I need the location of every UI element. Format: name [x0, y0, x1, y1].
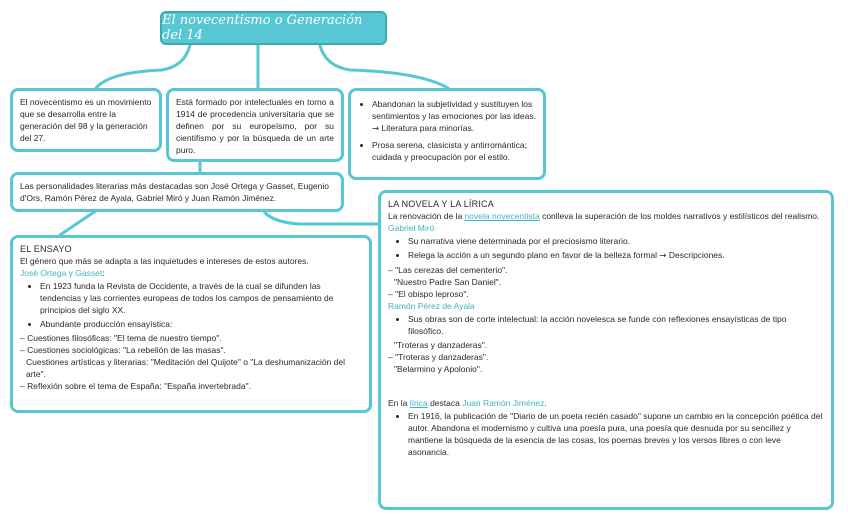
list-item: • Sus obras son de corte intelectual: la acción novelesca se funde con reflexiones ensayísticas de tipo filosófico.: [408, 313, 824, 337]
work-line: "Belarmino y Apolonio".: [394, 364, 483, 374]
list-item: • En 1916, la publicación de "Diario de un poeta recién casado" supone un cambio en la concepción poética del autor. Abandona el modernismo y cultiva una poesía pura, una poesía que desnuda por su sencillez y mantiene la búsqueda de la esencia de las cosas, los poemas breves y los versos libres o con leve asonancia.: [408, 410, 824, 458]
novela-novecentista-term: novela novecentista: [464, 211, 540, 221]
section-heading: EL ENSAYO: [20, 244, 72, 254]
list-item: • Su narrativa viene determinada por el preciosismo literario.: [408, 235, 824, 247]
concept-map-title: El novecentismo o Generación del 14: [160, 11, 387, 45]
work-line: – Reflexión sobre el tema de España: "España invertebrada".: [20, 381, 251, 391]
work-line: – "Las cerezas del cementerio".: [388, 265, 508, 275]
style-list: [358, 98, 536, 163]
author-name: Juan Ramón Jiménez: [462, 398, 545, 408]
ayala-list: [388, 313, 824, 337]
work-line: "Troteras y danzaderas".: [394, 340, 488, 350]
work-line: "Nuestro Padre San Daniel".: [394, 277, 502, 287]
section-heading: LA NOVELA Y LA LÍRICA: [388, 199, 494, 209]
work-line: Cuestiones artísticas y literarias: "Meditación del Quijote" o "La deshumanización del arte".: [26, 357, 345, 379]
author-name: José Ortega y Gasset:: [20, 268, 105, 278]
list-item: • Abundante producción ensayística:: [40, 318, 362, 330]
work-line: – Cuestiones filosóficas: "El tema de nuestro tiempo".: [20, 333, 222, 343]
miro-list: [388, 235, 824, 262]
work-line: – Cuestiones sociológicas: "La rebelión de las masas".: [20, 345, 226, 355]
list-item: • Relega la acción a un segundo plano en favor de la belleza formal → Descripciones.: [408, 249, 824, 262]
ensayo-list: [20, 280, 362, 330]
style-box: [348, 88, 546, 180]
novela-lirica-box: LA NOVELA Y LA LÍRICA La renovación de la novela novecentista conlleva la superación de los moldes narrativos y estilísticos del realismo. Gabriel Miró • Su narrativa viene determinada por el preciosismo literario. • Relega la acción a un segundo plano en favor de la belleza formal → Descripciones. – "Las cerezas del cementerio". "Nuestro Padre San Daniel". – "El obispo leproso". Ramón Pérez de Ayala • Sus obras son de corte intelectual: la acción novelesca se funde con reflexiones ensayísticas de tipo filosófico. "Troteras y danzaderas". – "Troteras y danzaderas". "Belarmino y Apolonio". En la lírica destaca Juan Ramón Jiménez. • En 1916, la publicación de "Diario de un poeta recién casado" supone un cambio en la concepción poética del autor. Abandona el modernismo y cultiva una poesía pura, una poesía que desnuda por su sencillez y mantiene la búsqueda de la esencia de las cosas, los poemas breves y los versos libres o con leve asonancia.: [378, 190, 834, 510]
definition-box: El novecentismo es un movimiento que se desarrolla entre la generación del 98 y la generación del 27.: [10, 88, 162, 152]
author-name: Ramón Pérez de Ayala: [388, 301, 475, 311]
list-item: • Prosa serena, clasicista y antirromántica; cuidada y preocupación por el estilo.: [372, 139, 536, 163]
list-item: • Abandonan la subjetividad y sustituyen los sentimientos y las emociones por las ideas. → Literatura para minorías.: [372, 98, 536, 135]
ensayo-box: EL ENSAYO El género que más se adapta a las inquietudes e intereses de estos autores. José Ortega y Gasset: • En 1923 funda la Revista de Occidente, a través de la cual se difunden las tendencias y las corrientes europeas de todos los campos de pensamiento de principios del siglo XX. • Abundante producción ensayística: – Cuestiones filosóficas: "El tema de nuestro tiempo". – Cuestiones sociológicas: "La rebelión de las masas". Cuestiones artísticas y literarias: "Meditación del Quijote" o "La deshumanización del arte". – Reflexión sobre el tema de España: "España invertebrada".: [10, 235, 372, 413]
arrow-right-icon: →: [659, 251, 667, 261]
authors-box: Las personalidades literarias más destacadas son José Ortega y Gasset, Eugenio d'Ors, Ramón Pérez de Ayala, Gabriel Miró y Juan Ramón Jiménez.: [10, 172, 344, 212]
list-item: • En 1923 funda la Revista de Occidente, a través de la cual se difunden las tendencias y las corrientes europeas de todos los campos de pensamiento de principios del siglo XX.: [40, 280, 362, 316]
work-line: – "Troteras y danzaderas".: [388, 352, 489, 362]
arrow-right-icon: →: [372, 124, 380, 134]
characteristics-box: Está formado por intelectuales en torno a 1914 de procedencia universitaria que se definen por su europeísmo, por su cientifismo y por la búsqueda de un arte puro.: [166, 88, 344, 162]
author-name: Gabriel Miró: [388, 223, 435, 233]
jimenez-list: [388, 410, 824, 458]
lirica-term: lírica: [409, 398, 428, 408]
work-line: – "El obispo leproso".: [388, 289, 469, 299]
